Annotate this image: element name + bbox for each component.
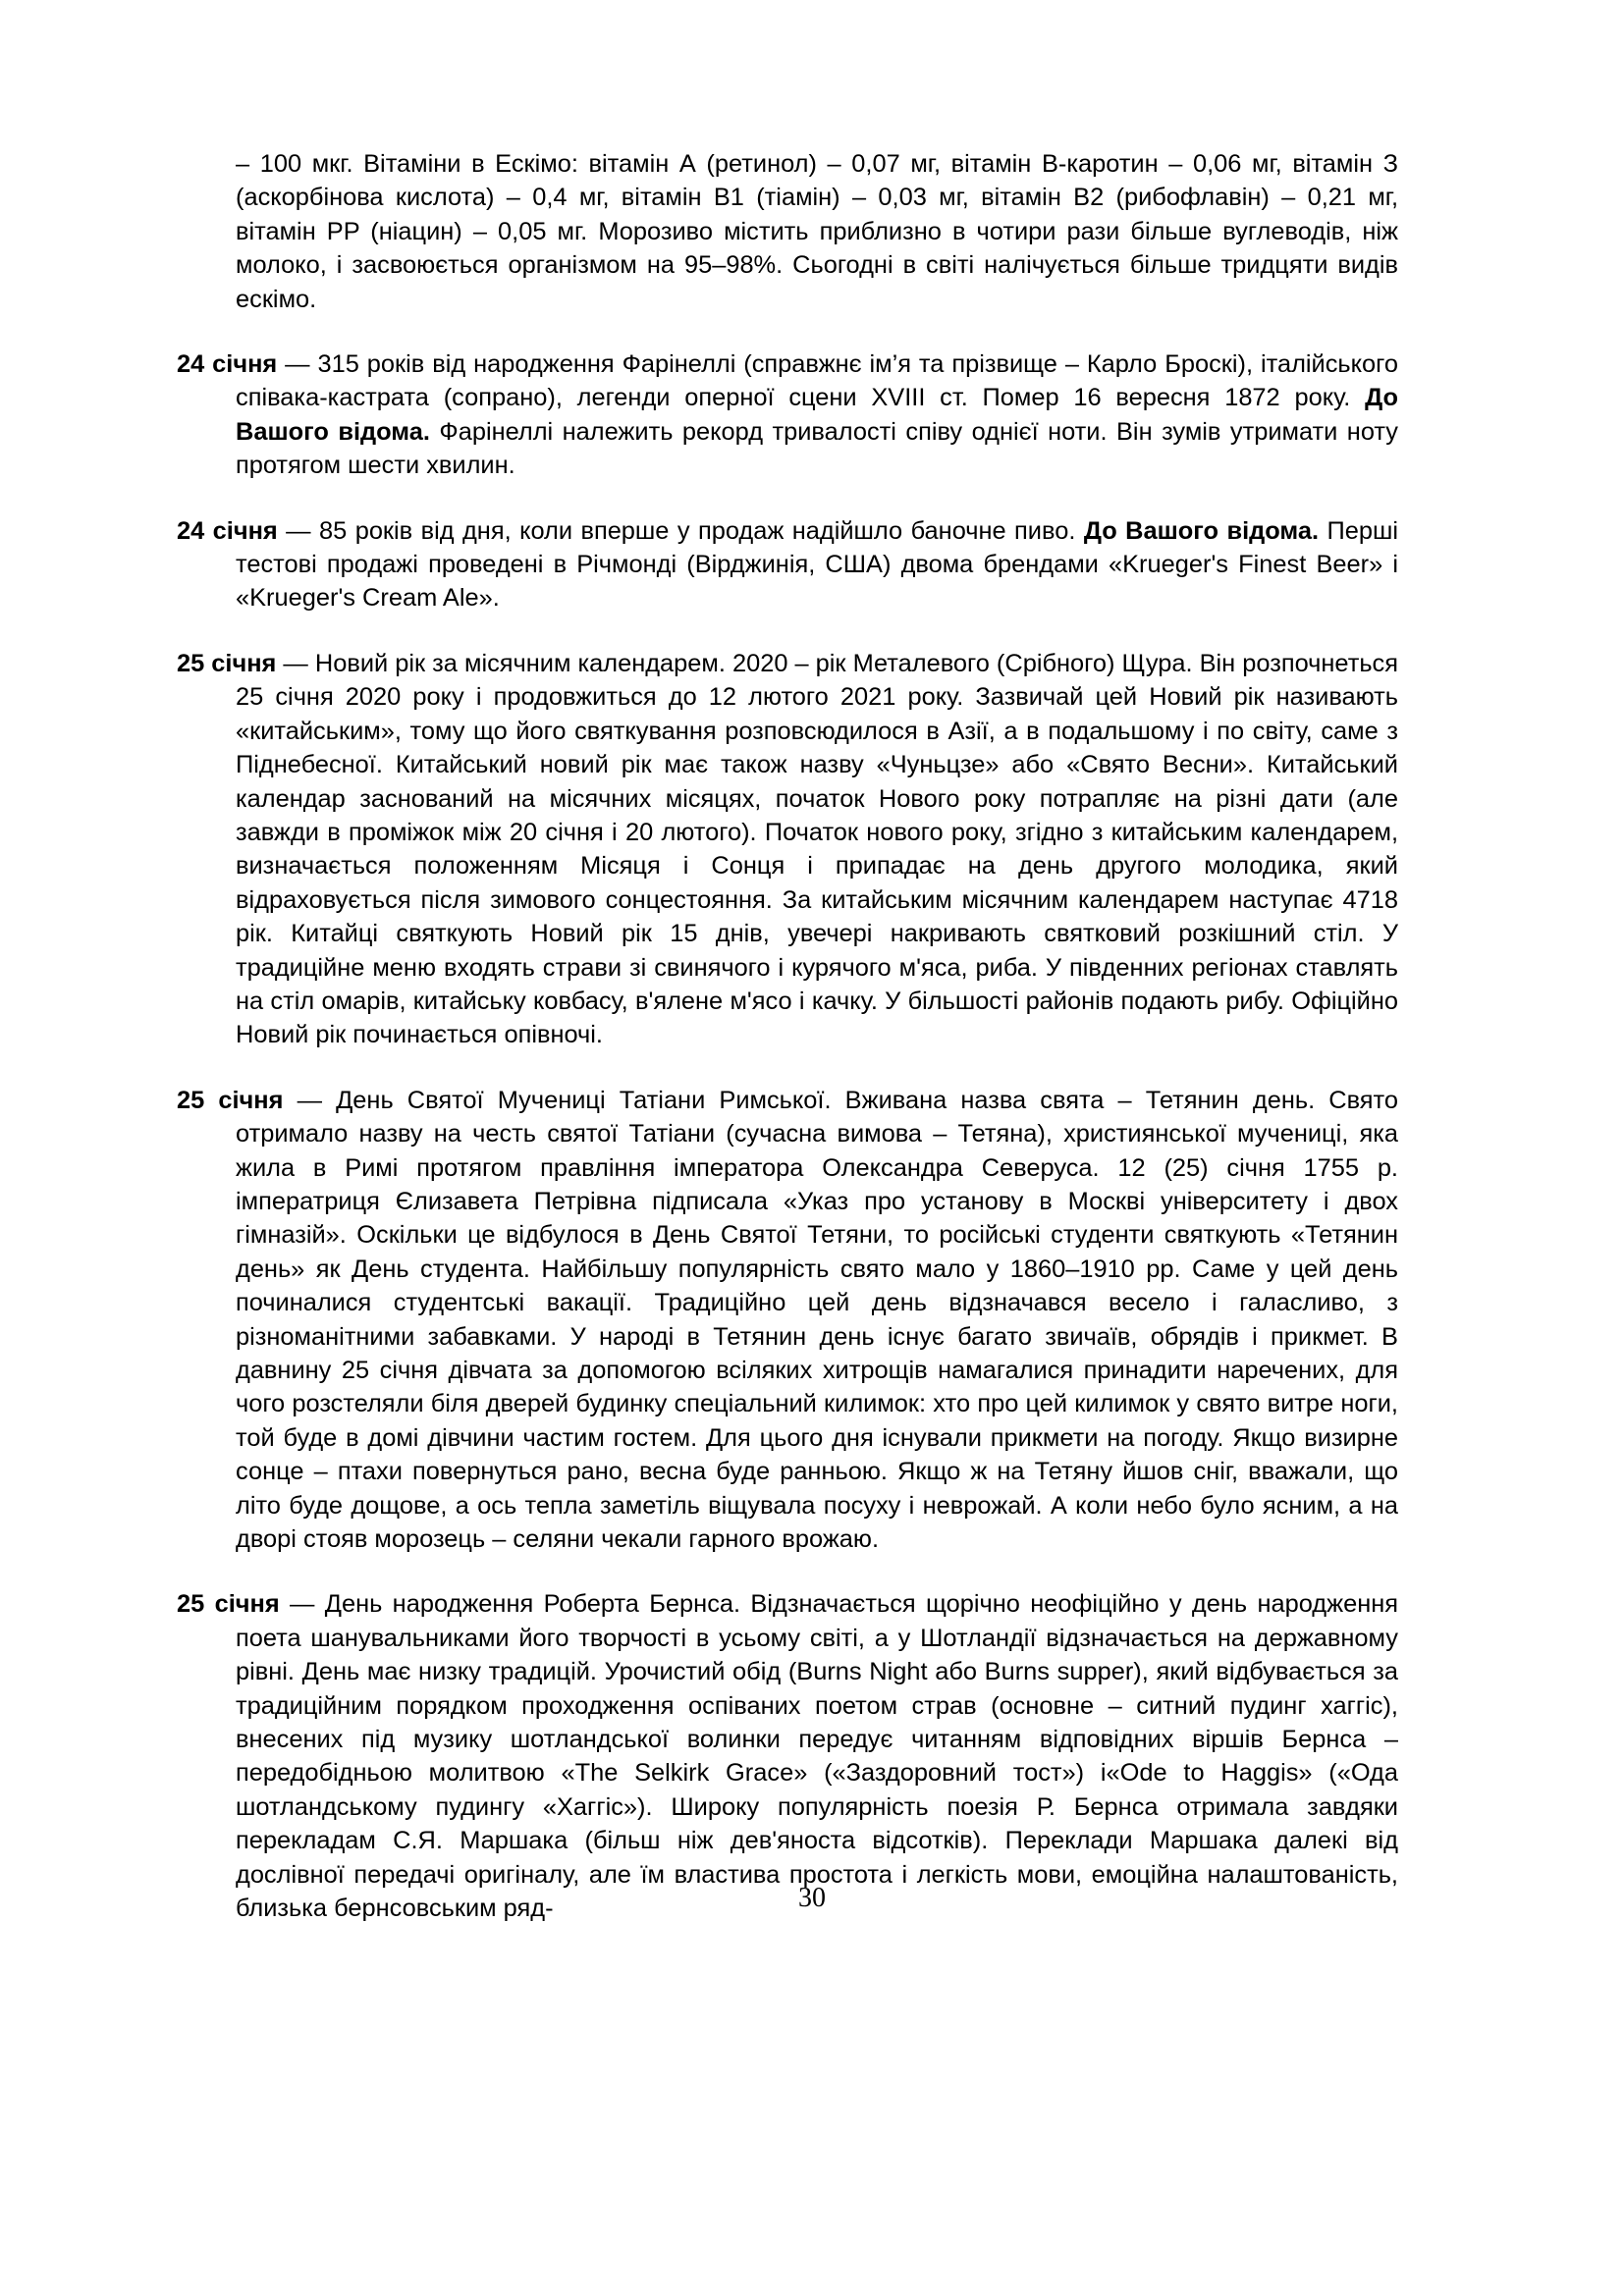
page-content — [177, 147, 1398, 1926]
calendar-entry — [177, 1587, 1398, 1925]
entry-dash: — — [277, 350, 318, 379]
entry-note-text: Фарінеллі належить рекорд тривалості співу однієї ноти. Він зумів утримати ноту протягом шести хвилин. — [236, 417, 1398, 480]
entry-dash: — — [276, 649, 315, 677]
entry-note-text: Перші тестові продажі проведені в Річмонді (Вірджинія, США) двома брендами «Krueger's Finest Beer» і «Krueger's Cream Ale». — [236, 516, 1398, 613]
calendar-entry — [177, 514, 1398, 615]
entry-dash: — — [279, 1590, 325, 1619]
entry-text: День Святої Мучениці Татіани Римської. Вживана назва свята – Тетянин день. Свято отримало назву на честь святої Татіани (сучасна вимова – Тетяна), християнської мучениці, яка жила в Римі протягом правління імператора Олександра Северуса. 12 (25) січня 1755 р. імператриця Єлизавета Петрівна підписала «Указ про установу в Москві університету і двох гімназій». Оскільки це відбулося в День Святої Тетяни, то російські студенти святкують «Тетянин день» як День студента. Найбільшу популярність свято мало у 1860–1910 рр. Саме у цей день починалися студентські вакації. Традиційно цей день відзначався весело і галасливо, з різноманітними забавками. У народі в Тетянин день існує багато звичаїв, обрядів і прикмет. В давнину 25 січня дівчата за допомогою всіляких хитрощів намагалися принадити наречених, для чого розстеляли біля дверей будинку спеціальний килимок: хто про цей килимок у свято витре ноги, той буде в домі дівчини частим гостем. Для цього дня існували прикмети на погоду. Якщо визирне сонце – птахи повернуться рано, весна буде ранньою. Якщо ж на Тетяну йшов сніг, вважали, що літо буде дощове, а ось тепла заметіль віщувала посуху і неврожай. А коли небо було ясним, а на дворі стояв морозець – селяни чекали гарного врожаю. — [236, 1086, 1399, 1554]
entry-dash: — — [277, 516, 320, 545]
page-number: 30 — [798, 1883, 826, 1913]
entry-date: 24 січня — [177, 516, 278, 545]
entry-text: 315 років від народження Фарінеллі (справжнє ім’я та прізвище – Карло Броскі), італійського співака-кастрата (сопрано), легенди оперної сцени XVIII ст. Помер 16 вересня 1872 року. — [236, 350, 1398, 412]
continuation-paragraph: – 100 мкг. Вітаміни в Ескімо: вітамін А (ретинол) – 0,07 мг, вітамін B-каротин – 0,06 мг, вітамін З (аскорбінова кислота) – 0,4 мг, вітамін B1 (тіамін) – 0,03 мг, вітамін B2 (рибофлавін) – 0,21 мг, вітамін PP (ніацин) – 0,05 мг. Морозиво містить приблизно в чотири рази більше вуглеводів, ніж молоко, і засвоюється організмом на 95–98%. Сьогодні в світі налічується більше тридцяти видів ескімо. — [236, 150, 1398, 313]
entry-date: 25 січня — [177, 1590, 280, 1619]
entry-text: Новий рік за місячним календарем. 2020 – рік Металевого (Срібного) Щура. Він розпочнеться 25 січня 2020 року і продовжиться до 12 лютого 2021 року. Зазвичай цей Новий рік називають «китайським», тому що його святкування розповсюдилося в Азії, а в подальшому і по світу, саме з Піднебесної. Китайський новий рік має також назву «Чуньцзе» або «Свято Весни». Китайський календар заснований на місячних місяцях, початок Нового року потрапляє на різні дати (але завжди в проміжок між 20 січня і 20 лютого). Початок нового року, згідно з китайським календарем, визначається положенням Місяця і Сонця і припадає на день другого молодика, який відраховується після зимового сонцестояння. За китайським місячним календарем наступає 4718 рік. Китайці святкують Новий рік 15 днів, увечері накривають святковий розкішний стіл. У традиційне меню входять страви зі свинячого і курячого м'яса, риба. У південних регіонах ставлять на стіл омарів, китайську ковбасу, в'ялене м'ясо і качку. У більшості районів подають рибу. Офіційно Новий рік починається опівночі. — [236, 649, 1399, 1049]
calendar-entry — [177, 1084, 1398, 1557]
entry-note-label: До Вашого відома. — [1083, 516, 1320, 545]
calendar-entry — [177, 647, 1398, 1052]
entry-text: День народження Роберта Бернса. Відзначається щорічно неофіційно у день народження поета шанувальниками його творчості в усьому світі, а у Шотландії відзначається на державному рівні. День має низку традицій. Урочистий обід (Burns Night або Burns supper), який відбувається за традиційним порядком проходження оспіваних поетом страв (основне – ситний пудинг хаггіс), внесених під музику шотландської волинки передує читанням відповідних віршів Бернса – передобідньою молитвою «The Selkirk Grace» («Заздоровний тост») і«Ode to Haggis» («Ода шотландському пудингу «Хаггіс»). Широку популярність поезія Р. Бернса отримала завдяки перекладам С.Я. Маршака (більш ніж дев'яноста відсотків). Переклади Маршака далекі від дослівної передачі оригіналу, але їм властива простота і легкість мови, емоційна налаштованість, близька бернсовським ряд- — [236, 1590, 1398, 1923]
entry-date: 25 січня — [177, 649, 277, 677]
entry-date: 25 січня — [177, 1086, 284, 1114]
calendar-entry — [177, 347, 1398, 483]
entry-date: 24 січня — [177, 350, 278, 379]
entry-note-label: До Вашого відома. — [236, 384, 1398, 446]
entry-dash: — — [283, 1086, 337, 1114]
entry-text: 85 років від дня, коли вперше у продаж надійшло баночне пиво. — [319, 516, 1084, 545]
